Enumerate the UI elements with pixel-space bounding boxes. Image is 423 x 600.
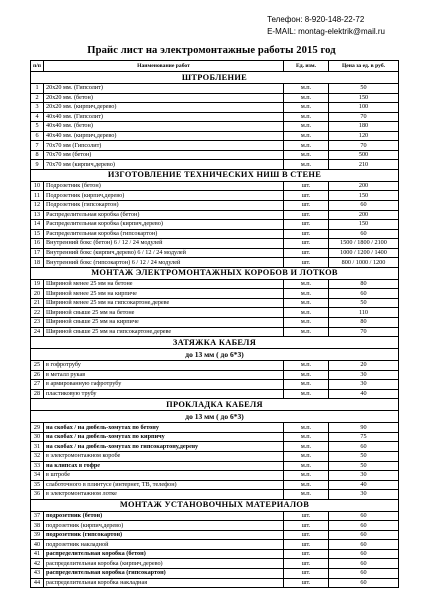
section-title: ПРОКЛАДКА КАБЕЛЯ xyxy=(31,399,399,411)
row-number: 22 xyxy=(31,308,44,318)
row-number: 6 xyxy=(31,131,44,141)
row-number: 15 xyxy=(31,229,44,239)
table-row xyxy=(31,201,399,211)
table-row xyxy=(31,559,399,569)
row-name: Подрозетник (гипсокартон) xyxy=(44,201,284,211)
row-price: 120 xyxy=(329,131,399,141)
table-row xyxy=(31,181,399,191)
row-unit: шт. xyxy=(284,549,329,559)
table-row xyxy=(31,279,399,289)
row-price: 30 xyxy=(329,471,399,481)
section-subtitle: до 13 мм ( до 6*3) xyxy=(31,349,399,361)
row-number: 43 xyxy=(31,568,44,578)
row-price: 30 xyxy=(329,490,399,500)
row-number: 38 xyxy=(31,521,44,531)
row-unit: шт. xyxy=(284,191,329,201)
section-header-row xyxy=(31,267,399,279)
row-price: 150 xyxy=(329,191,399,201)
row-price: 180 xyxy=(329,122,399,132)
row-number: 42 xyxy=(31,559,44,569)
row-price: 50 xyxy=(329,298,399,308)
row-price: 800 / 1000 / 1200 xyxy=(329,258,399,268)
table-row xyxy=(31,308,399,318)
row-number: 40 xyxy=(31,540,44,550)
row-unit: шт. xyxy=(284,201,329,211)
row-name: Распределительная коробка (гипсокартон) xyxy=(44,229,284,239)
section-title: МОНТАЖ УСТАНОВОЧНЫХ МАТЕРИАЛОВ xyxy=(31,499,399,511)
table-row xyxy=(31,549,399,559)
row-number: 2 xyxy=(31,93,44,103)
row-price: 75 xyxy=(329,432,399,442)
section-header-row xyxy=(31,337,399,349)
row-number: 8 xyxy=(31,150,44,160)
row-price: 100 xyxy=(329,103,399,113)
row-price: 150 xyxy=(329,220,399,230)
section-title: МОНТАЖ ЭЛЕКТРОМОНТАЖНЫХ КОРОБОВ И ЛОТКОВ xyxy=(31,267,399,279)
row-unit: м.п. xyxy=(284,318,329,328)
row-unit: м.п. xyxy=(284,122,329,132)
row-name: Шириной менее 25 мм на кирпиче xyxy=(44,289,284,299)
row-price: 70 xyxy=(329,112,399,122)
row-name: Шириной свыше 25 мм на кирпиче xyxy=(44,318,284,328)
row-number: 26 xyxy=(31,370,44,380)
header-name: Наименование работ xyxy=(44,61,284,72)
row-number: 31 xyxy=(31,442,44,452)
row-name: Шириной свыше 25 мм на гипсокартоне,дереве xyxy=(44,327,284,337)
phone-text: Телефон: 8-920-148-22-72 xyxy=(267,15,365,24)
table-row xyxy=(31,122,399,132)
table-row xyxy=(31,540,399,550)
row-unit: м.п. xyxy=(284,423,329,433)
row-price: 80 xyxy=(329,279,399,289)
table-row xyxy=(31,191,399,201)
row-name: Подрозетник (кирпич,дерево) xyxy=(44,191,284,201)
table-row xyxy=(31,480,399,490)
row-price: 210 xyxy=(329,160,399,170)
row-number: 3 xyxy=(31,103,44,113)
row-name: 20х20 мм. (кирпич,дерево) xyxy=(44,103,284,113)
row-name: 70х70 мм (бетон) xyxy=(44,150,284,160)
row-number: 9 xyxy=(31,160,44,170)
row-number: 11 xyxy=(31,191,44,201)
table-row xyxy=(31,578,399,588)
row-unit: шт. xyxy=(284,511,329,521)
row-number: 30 xyxy=(31,432,44,442)
row-unit: м.п. xyxy=(284,389,329,399)
row-name: 70х70 мм (кирпич,дерево) xyxy=(44,160,284,170)
row-unit: м.п. xyxy=(284,327,329,337)
table-header-row xyxy=(31,61,399,72)
row-price: 60 xyxy=(329,289,399,299)
row-unit: м.п. xyxy=(284,380,329,390)
row-number: 1 xyxy=(31,84,44,94)
table-row xyxy=(31,210,399,220)
row-name: Распределительная коробка (кирпич,дерево) xyxy=(44,220,284,230)
price-table-body xyxy=(31,61,399,588)
row-number: 27 xyxy=(31,380,44,390)
row-price: 60 xyxy=(329,442,399,452)
row-name: распределительная коробка накладная xyxy=(44,578,284,588)
row-name: Шириной менее 25 мм на бетоне xyxy=(44,279,284,289)
row-price: 60 xyxy=(329,511,399,521)
page-title: Прайс лист на электромонтажные работы 2015 год xyxy=(87,45,336,56)
table-row xyxy=(31,442,399,452)
row-unit: м.п. xyxy=(284,103,329,113)
table-row xyxy=(31,380,399,390)
table-row xyxy=(31,150,399,160)
row-name: распределительная коробка (бетон) xyxy=(44,549,284,559)
row-unit: м.п. xyxy=(284,298,329,308)
row-number: 7 xyxy=(31,141,44,151)
row-number: 36 xyxy=(31,490,44,500)
row-name: 70х70 мм (Гипсолит) xyxy=(44,141,284,151)
row-number: 28 xyxy=(31,389,44,399)
row-price: 80 xyxy=(329,318,399,328)
header-price: Цена за ед. в руб. xyxy=(329,61,399,72)
table-row xyxy=(31,318,399,328)
row-number: 16 xyxy=(31,239,44,249)
row-unit: шт. xyxy=(284,181,329,191)
row-unit: шт. xyxy=(284,239,329,249)
row-name: в электромонтажном лотке xyxy=(44,490,284,500)
row-number: 17 xyxy=(31,248,44,258)
row-price: 60 xyxy=(329,540,399,550)
section-subtitle: до 13 мм ( до 6*3) xyxy=(31,411,399,423)
row-unit: м.п. xyxy=(284,370,329,380)
row-unit: шт. xyxy=(284,540,329,550)
row-unit: м.п. xyxy=(284,442,329,452)
table-row xyxy=(31,451,399,461)
row-price: 60 xyxy=(329,578,399,588)
row-price: 50 xyxy=(329,461,399,471)
row-name: в армированную гафротрубу xyxy=(44,380,284,390)
row-unit: м.п. xyxy=(284,432,329,442)
row-unit: шт. xyxy=(284,248,329,258)
row-number: 41 xyxy=(31,549,44,559)
row-price: 90 xyxy=(329,423,399,433)
row-number: 10 xyxy=(31,181,44,191)
row-number: 13 xyxy=(31,210,44,220)
row-price: 30 xyxy=(329,380,399,390)
row-unit: м.п. xyxy=(284,160,329,170)
row-name: на скобах / на дюбель-хомутах по бетону xyxy=(44,423,284,433)
header-unit: Ед. изм. xyxy=(284,61,329,72)
table-row xyxy=(31,131,399,141)
row-price: 1500 / 1800 / 2100 xyxy=(329,239,399,249)
row-name: в металл рукав xyxy=(44,370,284,380)
row-number: 29 xyxy=(31,423,44,433)
table-row xyxy=(31,93,399,103)
table-row xyxy=(31,461,399,471)
section-title: ЗАТЯЖКА КАБЕЛЯ xyxy=(31,337,399,349)
table-row xyxy=(31,389,399,399)
table-row xyxy=(31,490,399,500)
row-price: 150 xyxy=(329,93,399,103)
row-name: слаботочного в плинтусе (интернет, ТВ, телефон) xyxy=(44,480,284,490)
row-number: 19 xyxy=(31,279,44,289)
row-name: на скобах / на дюбель-хомутах по кирпичу xyxy=(44,432,284,442)
row-price: 110 xyxy=(329,308,399,318)
row-name: распределительная коробка (кирпич,дерево) xyxy=(44,559,284,569)
table-row xyxy=(31,248,399,258)
row-price: 60 xyxy=(329,201,399,211)
row-name: Внутренний бокс (кирпич,дерево) 6 / 12 / 24 модулей xyxy=(44,248,284,258)
header-number: п/п xyxy=(31,61,44,72)
row-name: 40х40 мм. (Гипсолит) xyxy=(44,112,284,122)
row-unit: м.п. xyxy=(284,471,329,481)
row-price: 200 xyxy=(329,210,399,220)
row-unit: шт. xyxy=(284,530,329,540)
section-header-row xyxy=(31,399,399,411)
row-name: распределительная коробка (гипсокартон) xyxy=(44,568,284,578)
row-price: 40 xyxy=(329,389,399,399)
row-name: Распределительная коробка (бетон) xyxy=(44,210,284,220)
row-number: 37 xyxy=(31,511,44,521)
row-name: на клипсах в гофре xyxy=(44,461,284,471)
table-row xyxy=(31,229,399,239)
row-unit: шт. xyxy=(284,568,329,578)
row-unit: м.п. xyxy=(284,131,329,141)
row-name: Внутренний бокс (бетон) 6 / 12 / 24 модулей xyxy=(44,239,284,249)
row-price: 60 xyxy=(329,521,399,531)
section-header-row xyxy=(31,169,399,181)
row-unit: шт. xyxy=(284,559,329,569)
row-number: 32 xyxy=(31,451,44,461)
row-unit: м.п. xyxy=(284,451,329,461)
price-table xyxy=(30,60,399,588)
row-name: Шириной менее 25 мм на гипсокартоне,дереве xyxy=(44,298,284,308)
row-unit: м.п. xyxy=(284,112,329,122)
row-number: 34 xyxy=(31,471,44,481)
row-price: 30 xyxy=(329,370,399,380)
row-name: Шириной свыше 25 мм на бетоне xyxy=(44,308,284,318)
row-price: 200 xyxy=(329,181,399,191)
table-row xyxy=(31,220,399,230)
row-name: в электромонтажном коробе xyxy=(44,451,284,461)
table-row xyxy=(31,432,399,442)
row-name: подрозетник (кирпич,дерево) xyxy=(44,521,284,531)
table-row xyxy=(31,423,399,433)
table-row xyxy=(31,84,399,94)
row-name: 40х40 мм. (бетон) xyxy=(44,122,284,132)
row-unit: шт. xyxy=(284,229,329,239)
table-row xyxy=(31,258,399,268)
table-row xyxy=(31,361,399,371)
row-number: 23 xyxy=(31,318,44,328)
row-number: 12 xyxy=(31,201,44,211)
row-unit: м.п. xyxy=(284,279,329,289)
row-name: в штробе xyxy=(44,471,284,481)
row-name: в гофротрубу xyxy=(44,361,284,371)
row-name: подрозетник (бетон) xyxy=(44,511,284,521)
row-price: 1000 / 1200 / 1400 xyxy=(329,248,399,258)
table-row xyxy=(31,141,399,151)
section-header-row xyxy=(31,499,399,511)
row-number: 18 xyxy=(31,258,44,268)
row-unit: м.п. xyxy=(284,84,329,94)
table-row xyxy=(31,239,399,249)
row-unit: м.п. xyxy=(284,150,329,160)
row-name: подрозетник накладной xyxy=(44,540,284,550)
row-price: 20 xyxy=(329,361,399,371)
row-unit: шт. xyxy=(284,578,329,588)
table-row xyxy=(31,568,399,578)
table-row xyxy=(31,471,399,481)
row-name: Внутренний бокс (гипсокартон) 6 / 12 / 24 модулей xyxy=(44,258,284,268)
row-number: 39 xyxy=(31,530,44,540)
table-row xyxy=(31,511,399,521)
row-unit: м.п. xyxy=(284,480,329,490)
row-name: на скобах / на дюбель-хомутах по гипсокартону,дереву xyxy=(44,442,284,452)
section-title: ИЗГОТОВЛЕНИЕ ТЕХНИЧЕСКИХ НИШ В СТЕНЕ xyxy=(31,169,399,181)
row-name: 20х20 мм. (Гипсолит) xyxy=(44,84,284,94)
row-unit: м.п. xyxy=(284,361,329,371)
row-name: 20х20 мм. (бетон) xyxy=(44,93,284,103)
row-name: 40х40 мм. (кирпич,дерево) xyxy=(44,131,284,141)
row-number: 5 xyxy=(31,122,44,132)
row-unit: шт. xyxy=(284,258,329,268)
row-price: 40 xyxy=(329,480,399,490)
table-row xyxy=(31,370,399,380)
row-name: пластиковую трубу xyxy=(44,389,284,399)
row-unit: м.п. xyxy=(284,490,329,500)
table-row xyxy=(31,112,399,122)
row-unit: м.п. xyxy=(284,308,329,318)
row-name: Подрозетник (бетон) xyxy=(44,181,284,191)
row-unit: м.п. xyxy=(284,93,329,103)
row-number: 44 xyxy=(31,578,44,588)
row-number: 20 xyxy=(31,289,44,299)
table-row xyxy=(31,521,399,531)
table-row xyxy=(31,103,399,113)
table-row xyxy=(31,327,399,337)
row-price: 60 xyxy=(329,229,399,239)
row-unit: м.п. xyxy=(284,289,329,299)
row-unit: шт. xyxy=(284,220,329,230)
row-price: 60 xyxy=(329,568,399,578)
section-subtitle-row xyxy=(31,349,399,361)
row-number: 35 xyxy=(31,480,44,490)
row-price: 50 xyxy=(329,84,399,94)
row-price: 60 xyxy=(329,559,399,569)
row-price: 50 xyxy=(329,451,399,461)
row-number: 25 xyxy=(31,361,44,371)
table-row xyxy=(31,289,399,299)
row-price: 60 xyxy=(329,549,399,559)
row-unit: м.п. xyxy=(284,461,329,471)
contacts-block xyxy=(267,14,385,38)
row-price: 70 xyxy=(329,327,399,337)
row-number: 14 xyxy=(31,220,44,230)
row-name: подрозетник (гипсокартон) xyxy=(44,530,284,540)
row-unit: шт. xyxy=(284,521,329,531)
section-subtitle-row xyxy=(31,411,399,423)
table-row xyxy=(31,298,399,308)
table-row xyxy=(31,160,399,170)
email-text: E-MAIL: montag-elektrik@mail.ru xyxy=(267,27,385,36)
row-price: 60 xyxy=(329,530,399,540)
row-price: 70 xyxy=(329,141,399,151)
section-header-row xyxy=(31,72,399,84)
row-price: 500 xyxy=(329,150,399,160)
row-number: 24 xyxy=(31,327,44,337)
row-number: 4 xyxy=(31,112,44,122)
table-row xyxy=(31,530,399,540)
row-unit: м.п. xyxy=(284,141,329,151)
section-title: ШТРОБЛЕНИЕ xyxy=(31,72,399,84)
row-number: 33 xyxy=(31,461,44,471)
row-number: 21 xyxy=(31,298,44,308)
row-unit: шт. xyxy=(284,210,329,220)
